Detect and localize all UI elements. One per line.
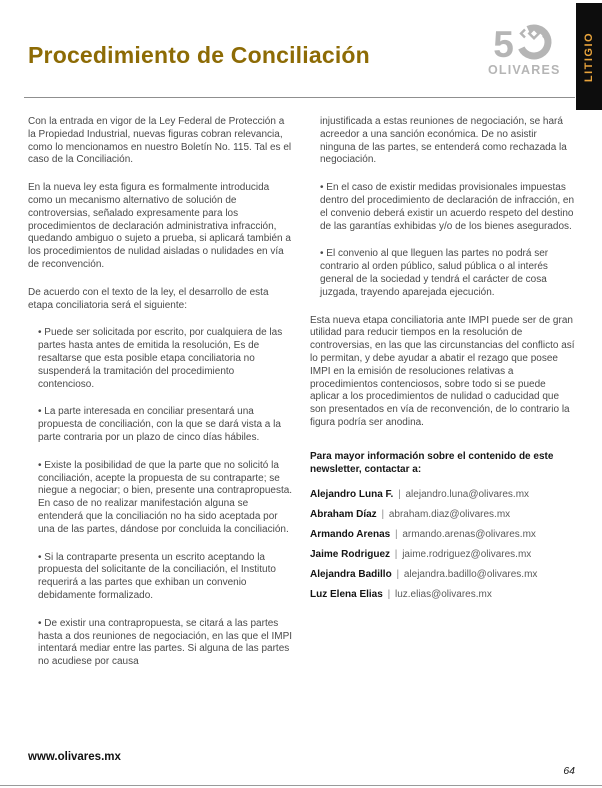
contact-name: Luz Elena Elias xyxy=(310,588,383,600)
olivares-logo xyxy=(488,20,560,77)
contact-email[interactable]: alejandra.badillo@olivares.mx xyxy=(403,568,538,580)
contact-separator: | xyxy=(378,508,387,520)
contact-row xyxy=(310,568,575,581)
paragraph: Esta nueva etapa conciliatoria ante IMPI puede ser de gran utilidad para reducir tiempos en la resolución de controversias, en las que las circunstancias del conflicto así lo permitan, y debe ayudar a abatir el rezago que posee IMPI en la emisión de resoluciones relativas a procedimientos contenciosos, sobre todo si se puede aplicar a los procedimientos de nulidad o caducidad que son presentados en vía de reconvención, de lo contrario la figura podría ser anodina. xyxy=(310,314,575,428)
contact-name: Alejandra Badillo xyxy=(310,568,392,580)
left-column xyxy=(28,116,293,684)
bullet-paragraph: • De existir una contrapropuesta, se citará a las partes hasta a dos reuniones de negociación, en las que el IMPI intentará mediar entre las partes. Si alguna de las partes no acudiese por causa xyxy=(38,617,293,668)
contact-email[interactable]: jaime.rodriguez@olivares.mx xyxy=(402,548,532,560)
bullet-paragraph: injustificada a estas reuniones de negociación, se hará acreedor a una sanción económica. De no asistir ninguna de las partes, se entenderá como rechazada la negociación. xyxy=(320,116,567,166)
contact-row xyxy=(310,528,575,541)
footer-divider xyxy=(0,785,602,786)
paragraph: Con la entrada en vigor de la Ley Federal de Protección a la Propiedad Industrial, nuevas figuras cobran relevancia, como lo mencionamos en nuestro Boletín No. 115. Tal es el caso de la Conciliación. xyxy=(28,116,292,166)
header-divider xyxy=(24,97,575,98)
page-title: Procedimiento de Conciliación xyxy=(28,42,370,68)
paragraph: De acuerdo con el texto de la ley, el desarrollo de esta etapa conciliatoria será el siguiente: xyxy=(28,286,269,311)
contact-row xyxy=(310,548,575,561)
bullet-paragraph: • Si la contraparte presenta un escrito aceptando la propuesta del solicitante de la conciliación, el Instituto requerirá a las partes que exhiban un convenio debidamente formalizado. xyxy=(38,551,276,601)
contact-separator: | xyxy=(393,568,402,580)
contact-separator: | xyxy=(384,588,393,600)
bullet-paragraph: • Puede ser solicitada por escrito, por cualquiera de las partes hasta antes de emitida la resolución, Es de resaltarse que esta posible etapa conciliatoria no suspenderá la tramitación del procedimiento contencioso. xyxy=(38,327,283,390)
contact-name: Armando Arenas xyxy=(310,528,391,540)
contact-email[interactable]: alejandro.luna@olivares.mx xyxy=(405,488,530,500)
contact-separator: | xyxy=(395,488,404,500)
bullet-paragraph: • Existe la posibilidad de que la parte que no solicitó la conciliación, acepte la propuesta de su contraparte; se niegue a negociar; o bien, presente una contrapropuesta. En caso de no realizar manifestación alguna se entenderá que la conciliación no ha sido aceptada por una de las partes, dándose por concluida la conciliación. xyxy=(38,459,293,535)
logo-number: 5 xyxy=(493,23,513,65)
contact-name: Alejandro Luna F. xyxy=(310,488,394,500)
contact-email[interactable]: abraham.diaz@olivares.mx xyxy=(388,508,511,520)
website-link[interactable]: www.olivares.mx xyxy=(28,751,121,763)
bullet-paragraph: • La parte interesada en conciliar presentará una propuesta de conciliación, con la que se dará vista a la parte contraria por un plazo de cinco días hábiles. xyxy=(38,406,281,443)
contact-separator: | xyxy=(392,548,401,560)
logo-brand-name: OLIVARES xyxy=(488,63,561,77)
contact-row xyxy=(310,488,575,501)
right-column-paragraphs xyxy=(310,116,575,430)
contact-list xyxy=(310,488,575,601)
contact-email[interactable]: armando.arenas@olivares.mx xyxy=(402,528,536,540)
contact-separator: | xyxy=(392,528,401,540)
section-tab-label: LITIGIO xyxy=(583,31,596,82)
right-column xyxy=(310,116,575,684)
contact-heading: Para mayor información sobre el contenido de este newsletter, contactar a: xyxy=(310,450,554,475)
paragraph: En la nueva ley esta figura es formalmente introducida como un mecanismo alternativo de solución de controversias, señalado expresamente para los procedimientos de declaración administrativa infracción, quedando ambiguo o sujeto a prueba, si aplicará también a los procedimientos de nulidad aisladas o nulidades en vía de reconvención. xyxy=(28,182,291,270)
bullet-paragraph: • El convenio al que lleguen las partes no podrá ser contrario al orden público, salud pública o al interés general de la sociedad y tendrá el carácter de cosa juzgada, trayendo aparejada ejecución. xyxy=(320,248,549,298)
contact-name: Jaime Rodriguez xyxy=(310,548,391,560)
article-body xyxy=(28,116,575,684)
olivares-50-mark xyxy=(488,20,560,65)
logo-swoosh-icon xyxy=(513,20,555,62)
bullet-paragraph: • En el caso de existir medidas provisionales impuestas dentro del procedimiento de declaración de infracción, en el convenio deberá existir un acuerdo respeto del destino de las garantías exhibidas y/o de los bienes asegurados. xyxy=(320,182,575,232)
page-number: 64 xyxy=(563,765,575,777)
header xyxy=(0,0,602,98)
contact-row xyxy=(310,588,575,601)
contact-row xyxy=(310,508,575,521)
contact-email[interactable]: luz.elias@olivares.mx xyxy=(394,588,492,600)
contact-name: Abraham Díaz xyxy=(310,508,377,520)
